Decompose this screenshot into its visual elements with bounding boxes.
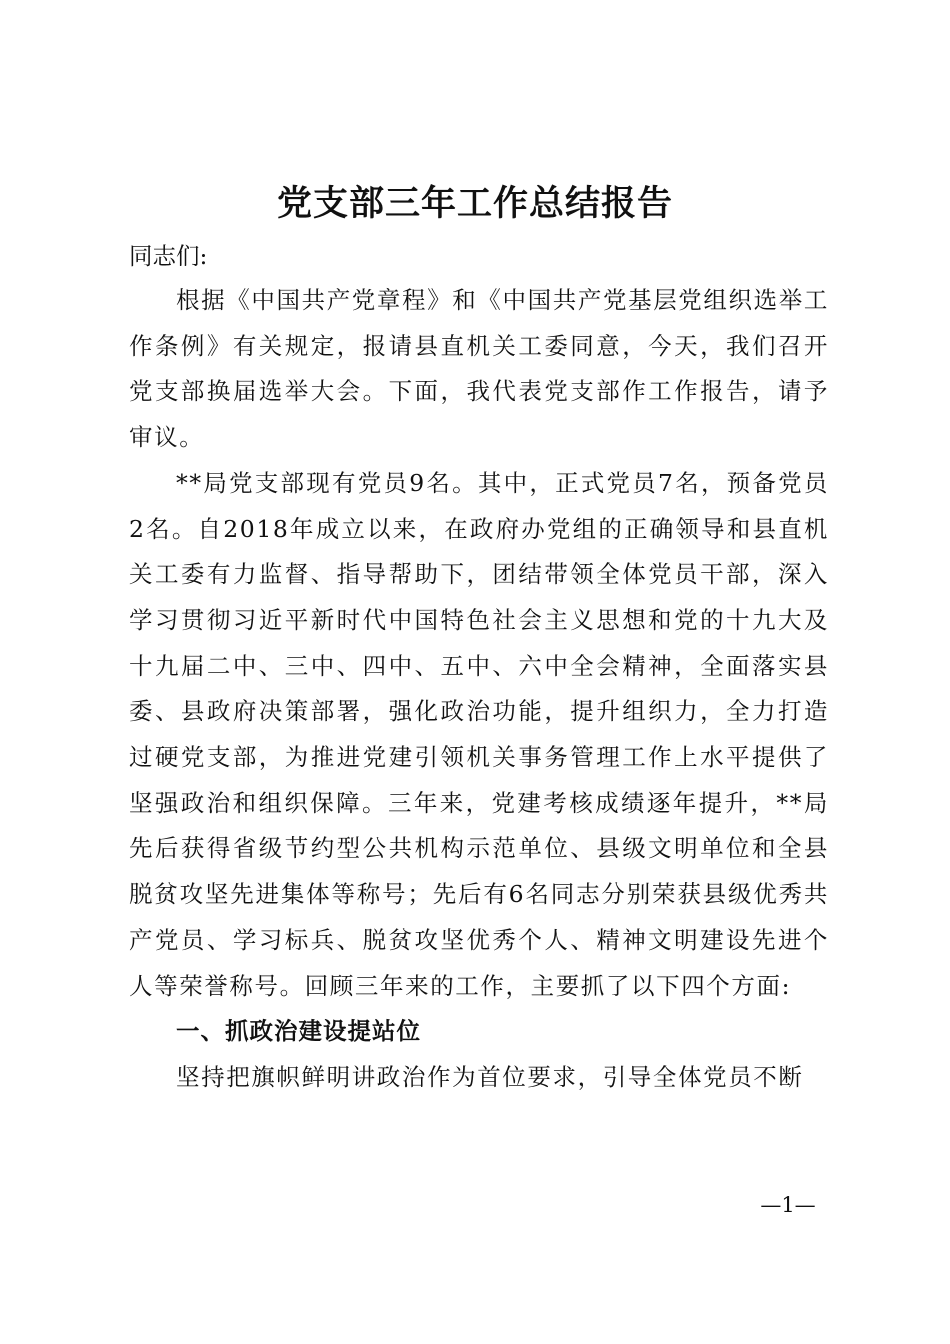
document-title: 党支部三年工作总结报告 [276, 183, 673, 224]
section-paragraph: 坚持把旗帜鲜明讲政治作为首位要求，引导全体党员不断 [176, 1062, 804, 1091]
page-number: —1— [760, 1193, 816, 1217]
section-heading: 一、抓政治建设提站位 [176, 1017, 421, 1046]
salutation: 同志们: [129, 242, 208, 270]
document-body [129, 232, 829, 1101]
paragraph-intro: 根据《中国共产党章程》和《中国共产党基层党组织选举工作条例》有关规定，报请县直机关工委同意，今天，我们召开党支部换届选举大会。下面，我代表党支部作工作报告，请予审议。 [129, 286, 829, 452]
paragraph-overview: **局党支部现有党员9名。其中，正式党员7名，预备党员2名。自2018年成立以来，在政府办党组的正确领导和县直机关工委有力监督、指导帮助下，团结带领全体党员干部，深入学习贯彻习近平新时代中国特色社会主义思想和党的十九大及十九届二中、三中、四中、五中、六中全会精神，全面落实县委、县政府决策部署，强化政治功能，提升组织力，全力打造过硬党支部，为推进党建引领机关事务管理工作上水平提供了坚强政治和组织保障。三年来，党建考核成绩逐年提升，**局先后获得省级节约型公共机构示范单位、县级文明单位和全县脱贫攻坚先进集体等称号；先后有6名同志分别荣获县级优秀共产党员、学习标兵、脱贫攻坚优秀个人、精神文明建设先进个人等荣誉称号。回顾三年来的工作，主要抓了以下四个方面: [129, 468, 829, 1000]
